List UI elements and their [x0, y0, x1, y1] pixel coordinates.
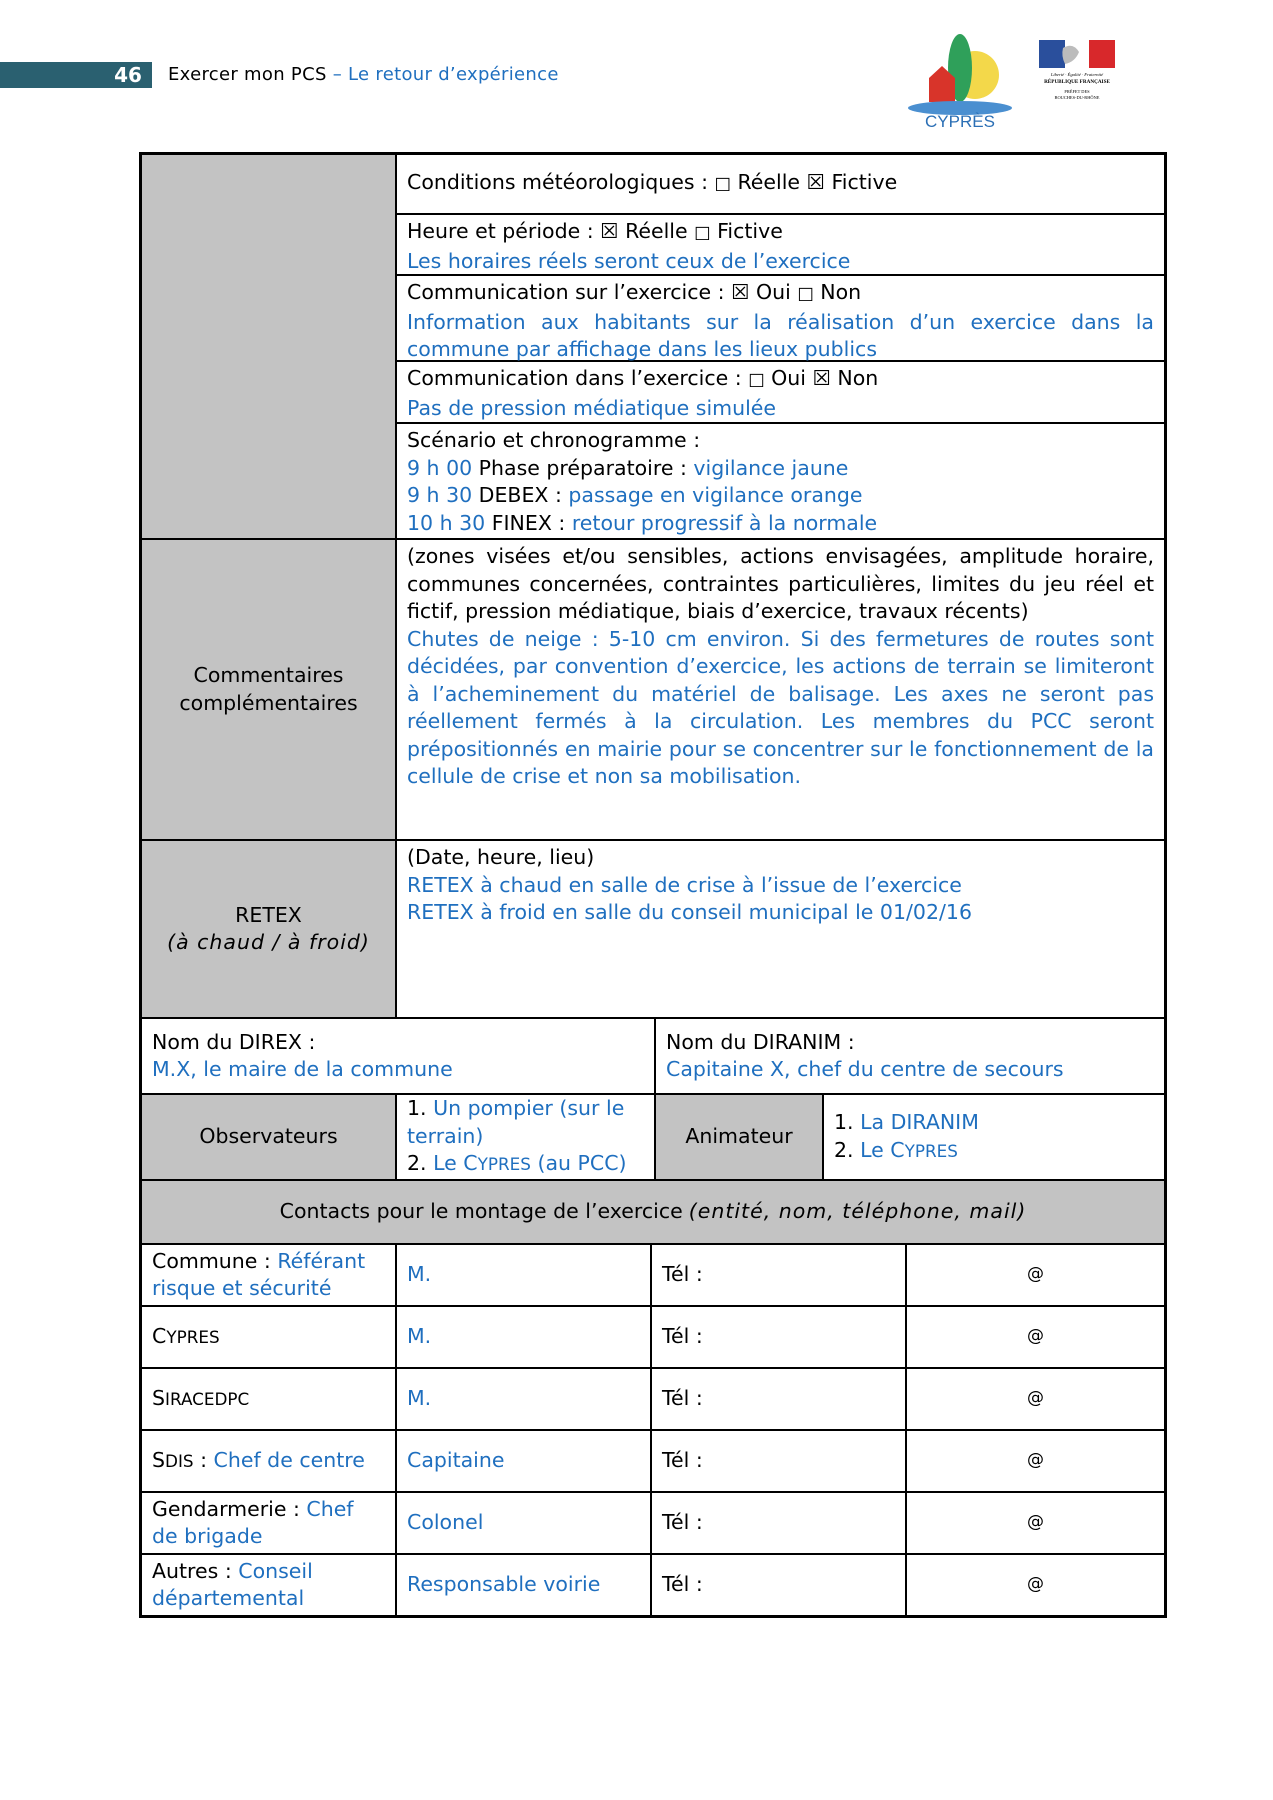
retex-label: RETEX: [235, 902, 302, 927]
contact-row: [142, 1431, 1164, 1493]
header-title-main: Exercer mon PCS: [168, 64, 327, 85]
comm-sur-label: Communication sur l’exercice :: [407, 280, 732, 304]
observateurs-label-cell: [142, 1095, 397, 1179]
retex-instructions: (Date, heure, lieu): [407, 845, 595, 869]
contact-row: [142, 1555, 1164, 1615]
meteo-label: Conditions météorologiques :: [407, 170, 715, 195]
scenario-row: [397, 424, 1164, 538]
chrono-desc: passage en vigilance orange: [568, 483, 863, 507]
observateurs-cell: [397, 1095, 656, 1179]
commentaires-text: Chutes de neige : 5-10 cm environ. Si des fermetures de routes sont décidées, par convention d’exercice, les actions de terrain se limiteront à l’acheminement du matériel de balisage. Les axes ne seront pas réellement fermés à la circulation. Les membres du PCC seront prépositionnés en mairie pour se concentrer sur le fonctionnement de la cellule de crise et non sa mobilisation.: [407, 626, 1154, 788]
contact-name: Capitaine: [397, 1431, 652, 1491]
observateur-num: 2.: [407, 1151, 434, 1175]
comm-dans-oui-label: Oui: [764, 366, 813, 390]
header-title-sub: Le retour d’expérience: [348, 64, 559, 85]
header-title-sep: –: [326, 64, 349, 85]
contact-tel: Tél :: [652, 1245, 907, 1305]
contact-row: [142, 1307, 1164, 1369]
cypres-c: Le C: [860, 1137, 905, 1162]
contact-row: [142, 1493, 1164, 1555]
entity-name: S: [152, 1447, 166, 1472]
cypres-logo: [905, 30, 1015, 130]
comm-dans-label: Communication dans l’exercice :: [407, 366, 749, 390]
chrono-item: [407, 455, 1154, 483]
contact-name: M.: [397, 1369, 652, 1429]
rf-motto: Liberté · Égalité · Fraternité: [1050, 72, 1104, 77]
contact-mail: @: [1027, 1388, 1044, 1409]
observateur-name: [433, 1151, 626, 1175]
entity-name-rest: DIS: [165, 1450, 194, 1471]
exercise-table: [139, 152, 1167, 1618]
contact-name: Responsable voirie: [397, 1555, 652, 1615]
comm-sur-non-label: Non: [813, 280, 862, 304]
heure-label: Heure et période :: [407, 219, 601, 243]
heure-reelle-checkbox: ☒: [600, 219, 619, 243]
contact-tel: Tél :: [652, 1493, 907, 1553]
cypres-rest: YPRES: [904, 1140, 958, 1161]
comm-sur-oui-label: Oui: [749, 280, 798, 304]
comm-sur-non-checkbox: □: [797, 284, 814, 304]
chrono-desc: vigilance jaune: [693, 455, 849, 480]
animateur-num: 1.: [834, 1110, 861, 1134]
contact-tel: Tél :: [652, 1431, 907, 1491]
contact-mail: @: [1027, 1450, 1044, 1471]
contact-mail: @: [1027, 1326, 1044, 1347]
contact-mail: @: [1027, 1574, 1044, 1595]
meteo-fictive-label: Fictive: [824, 170, 898, 195]
conditions-row: [142, 155, 1164, 540]
chrono-desc: retour progressif à la normale: [571, 510, 878, 535]
entity-name-rest: YPRES: [166, 1326, 220, 1347]
comm-sur-note: Information aux habitants sur la réalisation d’un exercice dans la commune par affichage dans les lieux publics: [407, 309, 1154, 361]
observateur-num: 1.: [407, 1096, 434, 1120]
retex-sublabel: (à chaud / à froid): [167, 930, 370, 954]
contact-entity: [142, 1431, 397, 1491]
comm-dans-note: Pas de pression médiatique simulée: [407, 395, 777, 420]
heure-fictive-label: Fictive: [710, 219, 783, 243]
entity-role: Chef de brigade: [152, 1496, 354, 1548]
contact-tel: Tél :: [652, 1555, 907, 1615]
header-title: [168, 64, 559, 86]
commentaires-label-cell: [142, 540, 397, 839]
contacts-header-hint: (entité, nom, téléphone, mail): [688, 1199, 1027, 1224]
retex-froid: RETEX à froid en salle du conseil municipal le 01/02/16: [407, 900, 972, 924]
chrono-phase: FINEX :: [485, 510, 572, 535]
comm-dans-non-checkbox: ☒: [812, 366, 831, 390]
observateur-item: [407, 1095, 644, 1150]
meteo-fictive-checkbox: ☒: [806, 170, 825, 195]
contact-row: [142, 1369, 1164, 1431]
comm-dans-row: [397, 362, 1164, 424]
chrono-item: [407, 482, 1154, 510]
commentaires-cell: [397, 540, 1164, 839]
retex-cell: [397, 841, 1164, 1017]
comm-dans-oui-checkbox: □: [748, 370, 765, 390]
page-number: 46: [114, 63, 142, 87]
contacts-header-title: Contacts pour le montage de l’exercice: [279, 1199, 683, 1224]
entity-name: Autres :: [152, 1558, 239, 1583]
contacts-header: [142, 1181, 1164, 1245]
cypres-logo-text: CYPRÈS: [925, 112, 995, 130]
observateurs-label: Observateurs: [199, 1124, 338, 1149]
entity-name-rest: IRACEDPC: [165, 1388, 250, 1409]
chrono-time: 9 h 00: [407, 455, 473, 480]
comm-sur-row: [397, 276, 1164, 362]
commentaires-row: [142, 540, 1164, 841]
entity-role: Référant risque et sécurité: [152, 1248, 366, 1300]
cypres-c: Le C: [433, 1151, 478, 1175]
heure-row: [397, 215, 1164, 276]
meteo-reelle-checkbox: □: [714, 174, 731, 195]
animateur-name: [860, 1138, 958, 1162]
animateur-item: [834, 1109, 1154, 1137]
contact-tel: Tél :: [652, 1369, 907, 1429]
commentaires-instructions: (zones visées et/ou sensibles, actions envisagées, amplitude horaire, communes concernées, contraintes particulières, limites du jeu réel et fictif, pression médiatique, biais d’exercice, travaux récents): [407, 544, 1154, 623]
animateur-label-cell: [656, 1095, 824, 1179]
contact-entity: [142, 1493, 397, 1553]
direx-label: Nom du DIREX :: [152, 1029, 316, 1054]
observateur-name: Un pompier (sur le terrain): [407, 1096, 625, 1148]
entity-sep: :: [193, 1447, 214, 1472]
commentaires-label: Commentaires: [193, 663, 344, 687]
chrono-phase: DEBEX :: [472, 483, 569, 507]
heure-fictive-checkbox: □: [694, 223, 711, 243]
commentaires-label-2: complémentaires: [179, 690, 358, 715]
heure-note: Les horaires réels seront ceux de l’exercice: [407, 248, 851, 273]
animateur-label: Animateur: [685, 1124, 793, 1149]
contact-tel: Tél :: [652, 1307, 907, 1367]
contact-entity: [142, 1369, 397, 1429]
entity-role: Chef de centre: [213, 1447, 365, 1472]
entity-name: C: [152, 1323, 167, 1348]
meteo-reelle-label: Réelle: [730, 170, 807, 195]
animateur-cell: [824, 1095, 1164, 1179]
rf-departement: BOUCHES-DU-RHÔNE: [1054, 95, 1100, 100]
contact-mail: @: [1027, 1512, 1044, 1533]
direx-cell: [142, 1019, 656, 1093]
comm-dans-non-label: Non: [830, 366, 879, 390]
rf-prefet: PRÉFET DES: [1064, 89, 1090, 94]
chrono-time: 10 h 30: [407, 510, 486, 535]
contact-name: M.: [397, 1245, 652, 1305]
chrono-phase: Phase préparatoire :: [472, 455, 694, 480]
observateur-item: [407, 1150, 644, 1179]
contact-entity: [142, 1307, 397, 1367]
diranim-value: Capitaine X, chef du centre de secours: [666, 1057, 1064, 1081]
diranim-cell: [656, 1019, 1164, 1093]
conditions-label-cell: [142, 155, 397, 538]
entity-role: Conseil départemental: [152, 1558, 313, 1610]
observateurs-row: [142, 1095, 1164, 1181]
observateur-location: (au PCC): [530, 1151, 627, 1175]
chrono-time: 9 h 30: [407, 483, 473, 507]
animateur-name: La DIRANIM: [860, 1110, 979, 1134]
contact-name: M.: [397, 1307, 652, 1367]
entity-name: S: [152, 1385, 166, 1410]
conditions-cell: [397, 155, 1164, 538]
rf-name: RÉPUBLIQUE FRANÇAISE: [1044, 79, 1110, 85]
diranim-label: Nom du DIRANIM :: [666, 1029, 855, 1054]
contact-entity: [142, 1245, 397, 1305]
contact-entity: [142, 1555, 397, 1615]
contact-row: [142, 1245, 1164, 1307]
direx-row: [142, 1019, 1164, 1095]
direx-value: M.X, le maire de la commune: [152, 1057, 453, 1081]
retex-row: [142, 841, 1164, 1019]
chrono-item: [407, 510, 1154, 538]
contact-name: Colonel: [397, 1493, 652, 1553]
meteo-row: [397, 155, 1164, 215]
cypres-rest: YPRES: [477, 1154, 531, 1174]
republique-francaise-logo: [1033, 38, 1123, 110]
retex-chaud: RETEX à chaud en salle de crise à l’issue de l’exercice: [407, 872, 962, 897]
entity-name: Commune :: [152, 1248, 278, 1273]
heure-reelle-label: Réelle: [618, 219, 695, 243]
entity-name: Gendarmerie :: [152, 1496, 307, 1521]
contact-mail: @: [1027, 1264, 1044, 1285]
scenario-label: Scénario et chronogramme :: [407, 428, 701, 452]
retex-label-cell: [142, 841, 397, 1017]
comm-sur-oui-checkbox: ☒: [731, 280, 750, 304]
animateur-num: 2.: [834, 1137, 861, 1162]
animateur-item: [834, 1137, 1154, 1166]
